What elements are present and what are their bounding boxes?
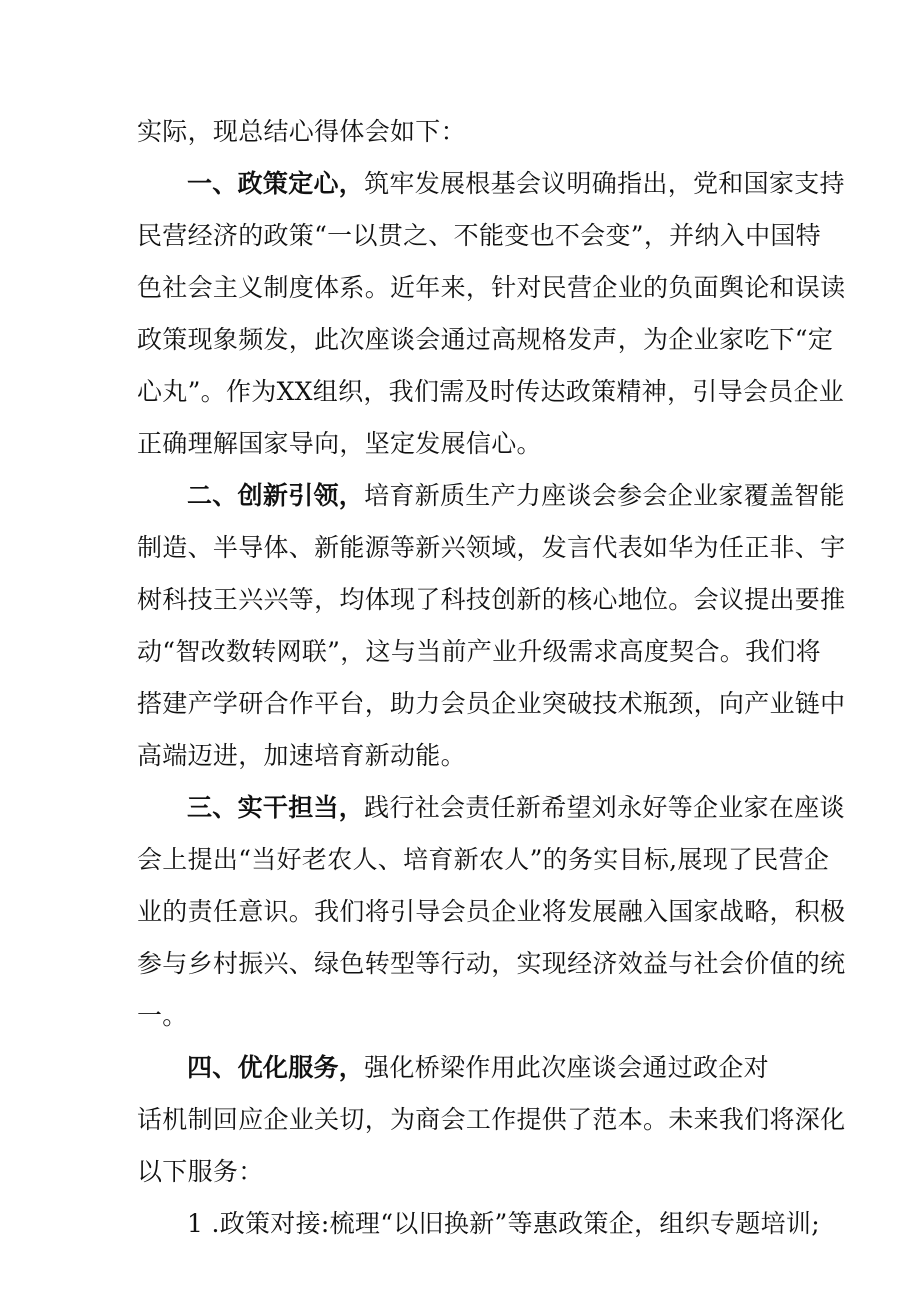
list-item-prefix: 1 .政策对接: [187,1209,330,1238]
paragraph-1-line-6 [137,427,797,461]
paragraph-4-line-2 [137,1103,846,1137]
paragraph-intro-line [137,115,797,149]
text: 高端迈进，加速培育新动能。 [137,741,466,770]
paragraph-4-line-1 [187,1051,847,1085]
text: 心丸”。作为XX组织，我们需及时传达政策精神，引导会员企业 [137,377,845,406]
paragraph-1-line-2 [137,219,821,253]
paragraph-2-line-5 [137,687,846,721]
paragraph-3-line-5 [137,999,797,1033]
text: 实际，现总结心得体会如下： [137,117,466,146]
text: 强化桥梁作用此次座谈会通过政企对 [364,1053,769,1082]
paragraph-1-line-4 [137,323,834,357]
paragraph-1-line-3 [137,271,846,305]
text: 一。 [137,1001,188,1030]
paragraph-3-line-4 [137,947,846,981]
heading-responsibility: 三、实干担当， [187,793,365,822]
text: 以下服务： [137,1157,264,1186]
text: 践行社会责任新希望刘永好等企业家在座谈 [364,793,845,822]
text: 业的责任意识。我们将引导会员企业将发展融入国家战略，积极 [137,897,846,926]
paragraph-3-line-3 [137,895,846,929]
text: 正确理解国家导向，坚定发展信心。 [137,429,542,458]
heading-service: 四、优化服务， [187,1053,365,1082]
paragraph-2-line-1 [187,479,847,513]
paragraph-2-line-6 [137,739,797,773]
paragraph-3-line-1 [187,791,847,825]
text: 话机制回应企业关切，为商会工作提供了范本。未来我们将深化 [137,1105,846,1134]
text: 树科技王兴兴等，均体现了科技创新的核心地位。会议提出要推 [137,585,846,614]
text: 政策现象频发，此次座谈会通过高规格发声，为企业家吃下“定 [137,325,834,354]
list-item-1 [187,1207,847,1241]
paragraph-2-line-3 [137,583,846,617]
text: 动“智改数转网联”，这与当前产业升级需求高度契合。我们将 [137,637,821,666]
text: 梳理“以旧换新”等惠政策企，组织专题培训; [329,1209,820,1238]
text: 制造、半导体、新能源等新兴领域，发言代表如华为任正非、宇 [137,533,846,562]
paragraph-3-line-2 [137,843,830,877]
text: 参与乡村振兴、绿色转型等行动，实现经济效益与社会价值的统 [137,949,846,978]
paragraph-1-line-5 [137,375,845,409]
text: 搭建产学研合作平台，助力会员企业突破技术瓶颈，向产业链中 [137,689,846,718]
paragraph-2-line-4 [137,635,821,669]
text: 色社会主义制度体系。近年来，针对民营企业的负面舆论和误读 [137,273,846,302]
paragraph-2-line-2 [137,531,846,565]
text: 民营经济的政策“一以贯之、不能变也不会变”，并纳入中国特 [137,221,821,250]
paragraph-1-line-1 [187,167,847,201]
text: 会上提出“当好老农人、培育新农人”的务实目标,展现了民营企 [137,845,830,874]
text: 培育新质生产力座谈会参会企业家覆盖智能 [364,481,845,510]
text: 筑牢发展根基会议明确指出，党和国家支持 [364,169,845,198]
heading-innovation: 二、创新引领， [187,481,365,510]
paragraph-4-line-3 [137,1155,797,1189]
heading-policy: 一、政策定心， [187,169,365,198]
